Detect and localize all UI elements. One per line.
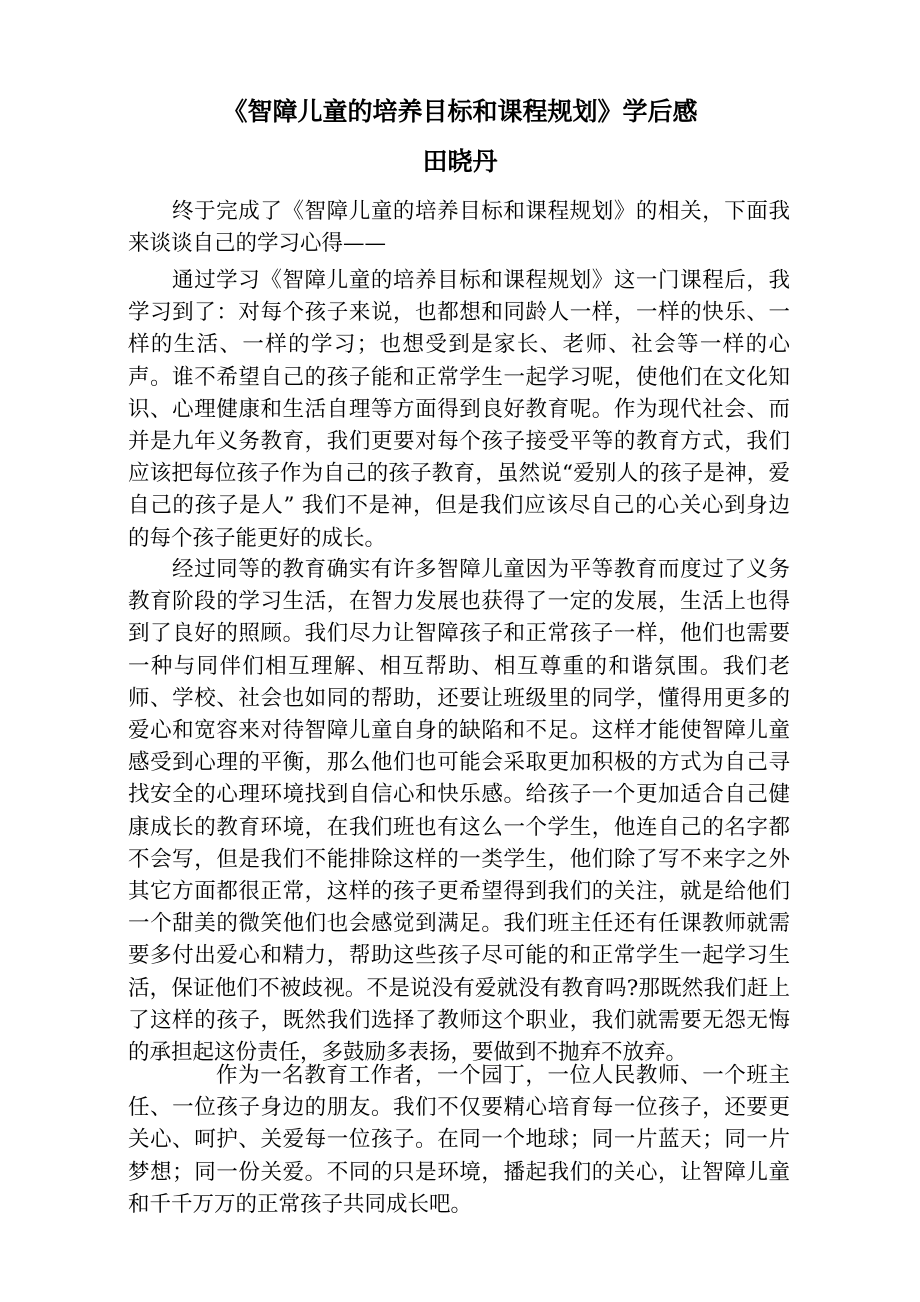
paragraph-learning: 通过学习《智障儿童的培养目标和课程规划》这一门课程后，我学习到了：对每个孩子来说，也都想和同龄人一样，一样的快乐、一样的生活、一样的学习；也想受到是家长、老师、社会等一样的心声。谁不希望自己的孩子能和正常学生一起学习呢，使他们在文化知识、心理健康和生活自理等方面得到良好教育呢。作为现代社会、而并是九年义务教育，我们更要对每个孩子接受平等的教育方式，我们应该把每位孩子作为自己的孩子教育，虽然说“爱别人的孩子是神，爱自己的孩子是人” 我们不是神，但是我们应该尽自己的心关心到身边的每个孩子能更好的成长。 — [128, 268, 790, 551]
document-author: 田晓丹 — [422, 147, 498, 176]
document-title: 《智障儿童的培养目标和课程规划》学后感 — [222, 97, 698, 126]
paragraph-intro: 终于完成了《智障儿童的培养目标和课程规划》的相关，下面我来谈谈自己的学习心得—— — [128, 199, 790, 257]
paragraph-conclusion: 作为一名教育工作者，一个园丁，一位人民教师、一个班主任、一位孩子身边的朋友。我们不仅要精心培育每一位孩子，还要更关心、呵护、关爱每一位孩子。在同一个地球；同一片蓝天；同一片梦想；同一份关爱。不同的只是环境，播起我们的关心，让智障儿童和千千万万的正常孩子共同成长吧。 — [128, 1063, 790, 1217]
paragraph-experience: 经过同等的教育确实有许多智障儿童因为平等教育而度过了义务教育阶段的学习生活，在智力发展也获得了一定的发展，生活上也得到了良好的照顾。我们尽力让智障孩子和正常孩子一样，他们也需要一种与同伴们相互理解、相互帮助、相互尊重的和谐氛围。我们老师、学校、社会也如同的帮助，还要让班级里的同学，懂得用更多的爱心和宽容来对待智障儿童自身的缺陷和不足。这样才能使智障儿童感受到心理的平衡，那么他们也可能会采取更加积极的方式为自己寻找安全的心理环境找到自信心和快乐感。给孩子一个更加适合自己健康成长的教育环境，在我们班也有这么一个学生，他连自己的名字都不会写，但是我们不能排除这样的一类学生，他们除了写不来字之外其它方面都很正常，这样的孩子更希望得到我们的关注，就是给他们一个甜美的微笑他们也会感觉到满足。我们班主任还有任课教师就需要多付出爱心和精力，帮助这些孩子尽可能的和正常学生一起学习生活，保证他们不被歧视。不是说没有爱就没有教育吗?那既然我们赶上了这样的孩子，既然我们选择了教师这个职业，我们就需要无怨无悔的承担起这份责任，多鼓励多表扬，要做到不抛弃不放弃。 — [128, 557, 790, 1066]
